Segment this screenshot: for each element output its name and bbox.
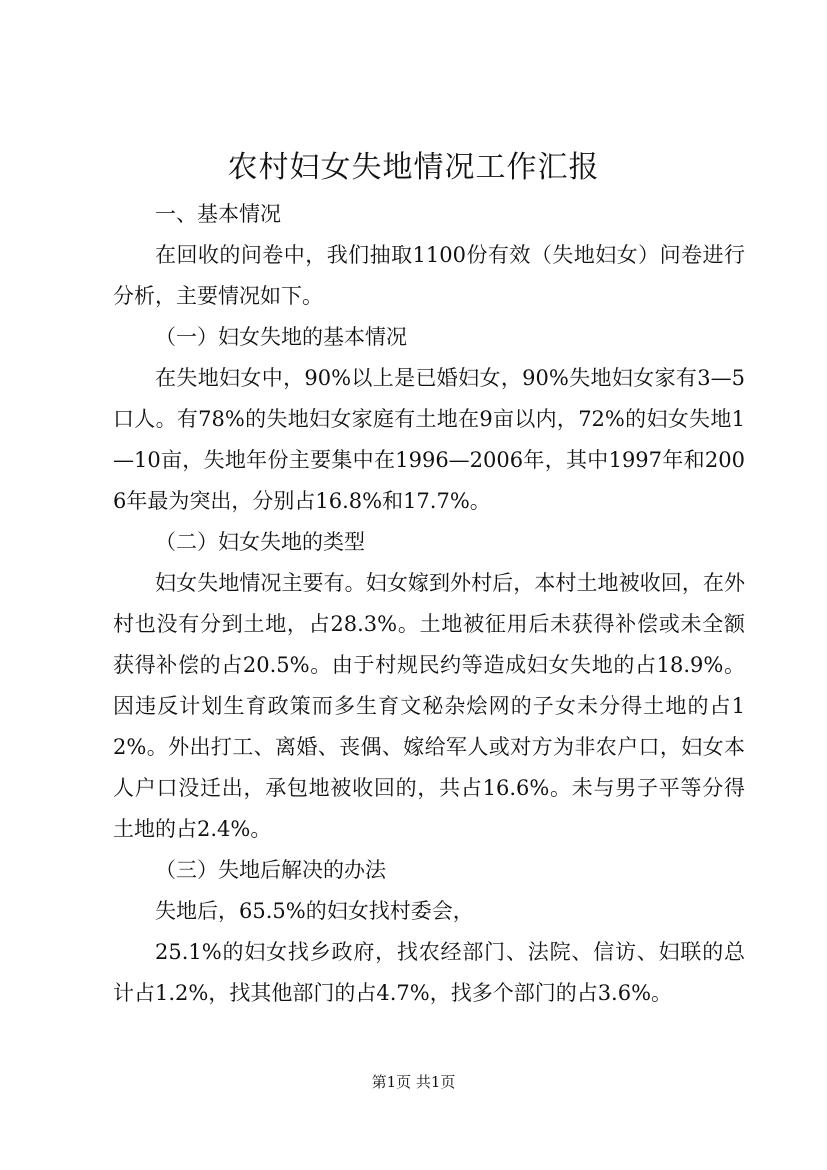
body-paragraph: 妇女失地情况主要有。妇女嫁到外村后，本村土地被收回，在外村也没有分到土地，占28.3%。土地被征用后未获得补偿或未全额获得补偿的占20.5%。由于村规民约等造成妇女失地的占18.9%。因违反计划生育政策而多生育文秘杂烩网的子女未分得土地的占12%。外出打工、离婚、丧偶、嫁给军人或对方为非农户口，妇女本人户口没迁出，承包地被收回的，共占16.6%。未与男子平等分得土地的占2.4%。	[113, 571, 745, 841]
section-heading-basic: 一、基本情况	[155, 202, 281, 226]
subsection-heading-2: （二）妇女失地的类型	[155, 530, 365, 554]
subsection-heading-3: （三）失地后解决的办法	[155, 858, 386, 882]
document-title: 农村妇女失地情况工作汇报	[227, 150, 600, 185]
page-footer: 第1页 共1页	[371, 1073, 456, 1091]
body-paragraph: 在回收的问卷中，我们抽取1100份有效（失地妇女）问卷进行分析，主要情况如下。	[113, 243, 745, 308]
document-body	[113, 194, 745, 1014]
body-paragraph: 失地后，65.5%的妇女找村委会，	[155, 899, 474, 923]
body-paragraph: 在失地妇女中，90%以上是已婚妇女，90%失地妇女家有3—5口人。有78%的失地妇女家庭有土地在9亩以内，72%的妇女失地1—10亩，失地年份主要集中在1996—2006年，其中1997年和2006年最为突出，分别占16.8%和17.7%。	[113, 366, 745, 513]
body-paragraph: 25.1%的妇女找乡政府，找农经部门、法院、信访、妇联的总计占1.2%，找其他部门的占4.7%，找多个部门的占3.6%。	[113, 940, 745, 1005]
subsection-heading-1: （一）妇女失地的基本情况	[155, 325, 407, 349]
